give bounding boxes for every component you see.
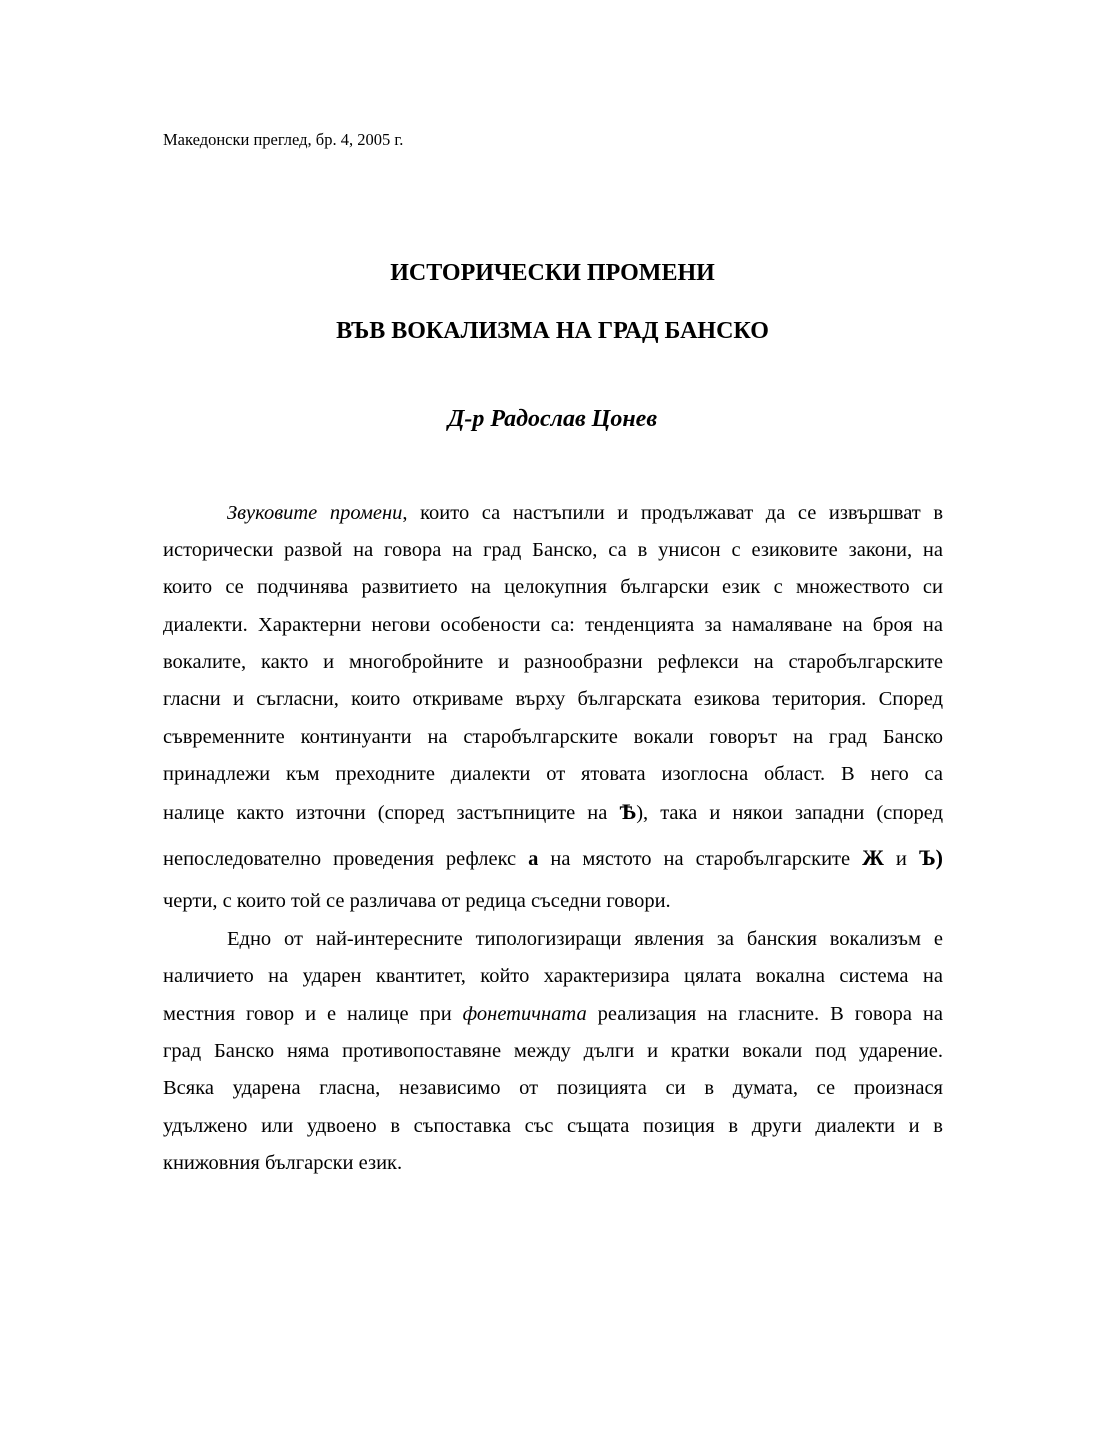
paragraph-2-line: местния говор и е налице при фонетичната реализация на гласните. В говора на xyxy=(163,1003,943,1025)
paragraph-2-line: книжовния български език. xyxy=(163,1152,403,1174)
paragraph-1-line: Звуковите промени, които са настъпили и продължават да се извършват в xyxy=(227,502,943,524)
paragraph-1-line: налице както източни (според застъпниците на Ѣ), така и някои западни (според xyxy=(163,799,943,824)
paragraph-2-line: удължено или удвоено в съпоставка със същата позиция в други диалекти и в xyxy=(163,1115,943,1137)
title-line-1: ИСТОРИЧЕСКИ ПРОМЕНИ xyxy=(390,260,715,286)
emphasis-text: фонетичната xyxy=(462,1003,587,1025)
paragraph-1-line: които се подчинява развитието на целокупния български език с множеството си xyxy=(163,576,943,598)
paragraph-1-line: диалекти. Характерни негови особености са: тенденцията за намаляване на броя на xyxy=(163,614,943,636)
big-yus-letter: Ж xyxy=(862,845,884,870)
paragraph-1-line: исторически развой на говора на град Банско, са в унисон с езиковите закони, на xyxy=(163,539,943,561)
er-golyam-letter: Ъ) xyxy=(918,845,943,870)
title-line-2: ВЪВ ВОКАЛИЗМА НА ГРАД БАНСКО xyxy=(336,318,769,344)
emphasis-text: Звуковите промени xyxy=(227,502,403,524)
paragraph-2-line: Всяка ударена гласна, независимо от позицията си в думата, се произнася xyxy=(163,1077,943,1099)
author-name: Д-р Радослав Цонев xyxy=(447,406,658,432)
yat-letter: Ѣ xyxy=(619,799,637,824)
paragraph-1-line: съвременните континуанти на старобългарските вокали говорът на град Банско xyxy=(163,726,943,748)
bold-letter: а xyxy=(528,848,539,870)
paragraph-1-line: черти, с които той се различава от редица съседни говори. xyxy=(163,890,671,912)
journal-header: Македонски преглед, бр. 4, 2005 г. xyxy=(163,130,404,149)
paragraph-2-line: наличието на ударен квантитет, който характеризира цялата вокална система на xyxy=(163,965,943,987)
paragraph-1-line: принадлежи към преходните диалекти от ятовата изоглосна област. В него са xyxy=(163,763,943,785)
paragraph-2-line: Едно от най-интересните типологизиращи явления за банския вокализъм е xyxy=(227,928,943,950)
paragraph-1-line: гласни и съгласни, които откриваме върху българската езикова територия. Според xyxy=(163,688,943,710)
paragraph-2-line: град Банско няма противопоставяне между дълги и кратки вокали под ударение. xyxy=(163,1040,943,1062)
paragraph-1-line: непоследователно проведения рефлекс а на мястото на старобългарските Ж и Ъ) xyxy=(163,845,943,870)
paragraph-1-line: вокалите, както и многобройните и разнообразни рефлекси на старобългарските xyxy=(163,651,943,673)
